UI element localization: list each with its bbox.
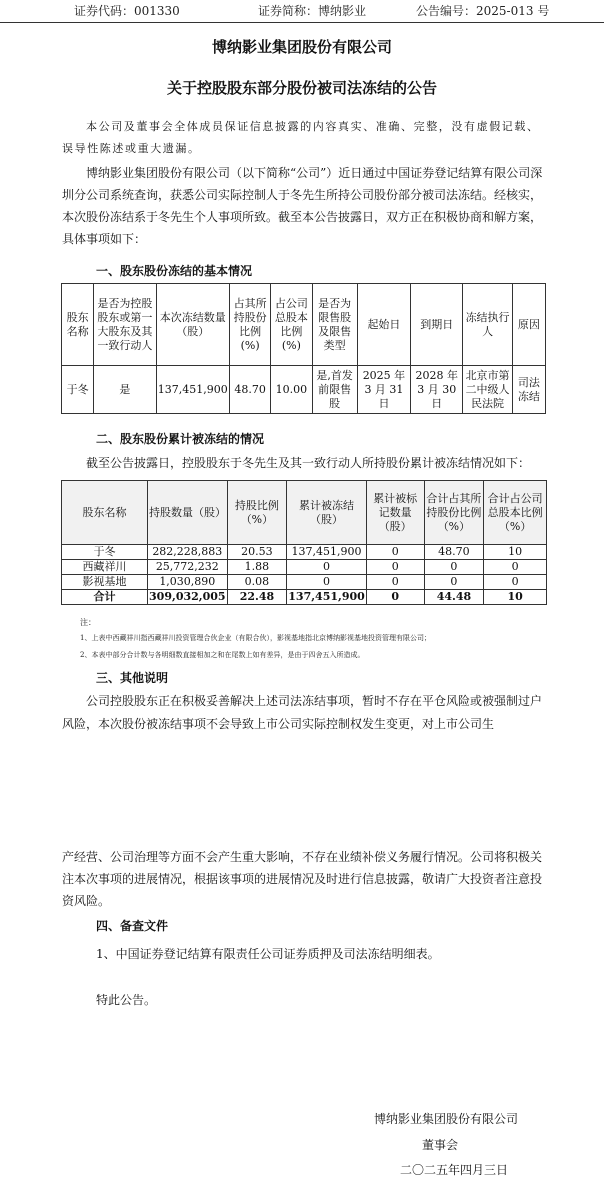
table-cell: 1,030,890: [148, 575, 228, 590]
table-row: [62, 366, 546, 414]
notes-label: 注：: [80, 618, 96, 627]
table-cell: 1.88: [227, 560, 287, 575]
table-cell: 西藏祥川: [62, 560, 148, 575]
table-cell: 10: [484, 545, 547, 560]
table-cell: 于冬: [62, 366, 94, 414]
stock-short-name: 证券简称：博纳影业: [258, 4, 367, 18]
table-cell: 48.70: [424, 545, 484, 560]
table-cell: 是: [94, 366, 156, 414]
stock-code: 证券代码：001330: [74, 4, 180, 18]
table-cell: 0: [366, 590, 424, 605]
section3-heading: 三、其他说明: [96, 671, 169, 685]
table-cell: 0: [484, 560, 547, 575]
company-title: 博纳影业集团股份有限公司: [211, 38, 392, 56]
table-cell: 309,032,005: [149, 590, 226, 603]
table-cell: 22.48: [227, 590, 287, 605]
table-header-cell: 本次冻结数量（股）: [156, 284, 229, 366]
section3-paragraph-part1: 公司控股股东正在积极妥善解决上述司法冻结事项，暂时不存在平仓风险或被强制过户风险，本次股份被冻结事项不会导致上市公司实际控制权发生变更，对上市公司生: [62, 694, 543, 731]
section3-paragraph-part2: 产经营、公司治理等方面不会产生重大影响，不存在业绩补偿义务履行情况。公司将积极关注本次事项的进展情况，根据该事项的进展情况及时进行信息披露，敬请广大投资者注意投资风险。: [62, 850, 543, 908]
table-cell: 10: [484, 590, 547, 605]
table-cell: 于冬: [62, 545, 148, 560]
freeze-basic-table: [61, 283, 546, 414]
table-row: [62, 545, 547, 560]
reference-document-item: 1、中国证券登记结算有限责任公司证券质押及司法冻结明细表。: [96, 947, 440, 961]
table-cell: 0: [424, 575, 484, 590]
notice-number: 公告编号：2025-013 号: [416, 4, 550, 18]
table-header-cell: 股东名称: [62, 481, 148, 545]
table-cell: 20.53: [227, 545, 287, 560]
table-cell: 影视基地: [62, 575, 148, 590]
table-header-cell: 到期日: [411, 284, 463, 366]
table-row: [62, 560, 547, 575]
signature-board: 董事会: [422, 1138, 459, 1152]
table-cell: 0.08: [227, 575, 287, 590]
closing-remark: 特此公告。: [96, 993, 157, 1007]
table-cell: 司法冻结: [512, 366, 545, 414]
table-header-cell: 合计占其所持股份比例（%）: [424, 481, 484, 545]
table-cell: 0: [287, 560, 367, 575]
table-cell: 137,451,900: [287, 545, 367, 560]
table-header-row: [62, 284, 546, 366]
table-header-cell: 持股比例（%）: [227, 481, 287, 545]
signature-company: 博纳影业集团股份有限公司: [374, 1112, 519, 1126]
section4-heading: 四、备查文件: [96, 919, 169, 933]
table-cell: 2028 年 3 月 30 日: [411, 366, 463, 414]
table-cell: 10.00: [271, 366, 312, 414]
table-cell: 是,首发前限售股: [312, 366, 357, 414]
intro-paragraph: 博纳影业集团股份有限公司（以下简称“公司”）近日通过中国证券登记结算有限公司深圳分公司系统查询，获悉公司实际控制人于冬先生所持公司股份部分被司法冻结。经核实，本次股份冻结系于冬先生个人事项所致。截至本公告披露日，双方正在积极协商和解方案，具体事项如下：: [62, 166, 543, 246]
section2-intro: 截至公告披露日，控股股东于冬先生及其一致行动人所持股份累计被冻结情况如下：: [86, 456, 531, 470]
notice-title: 关于控股股东部分股份被司法冻结的公告: [166, 79, 437, 97]
table-cell: 0: [366, 545, 424, 560]
table-cell: 0: [366, 560, 424, 575]
table-header-cell: 占公司总股本比例(%): [271, 284, 312, 366]
table-header-cell: 合计占公司总股本比例（%）: [484, 481, 547, 545]
table-cell: 0: [366, 575, 424, 590]
section1-heading: 一、股东股份冻结的基本情况: [96, 264, 253, 278]
table-header-cell: 占其所持股份比例(%): [230, 284, 271, 366]
signature-date: 二〇二五年四月三日: [400, 1163, 509, 1177]
table-header-cell: 起始日: [357, 284, 410, 366]
note-item: 2、本表中部分合计数与各明细数直接相加之和在尾数上如有差异，是由于四舍五入所造成。: [80, 651, 365, 659]
table-header-cell: 累计被冻结（股）: [287, 481, 367, 545]
table-cell: 2025 年 3 月 31 日: [357, 366, 410, 414]
table-cell: 0: [484, 575, 547, 590]
table-cell: 137,451,900: [156, 366, 229, 414]
table-header-row: [62, 481, 547, 545]
table-header-cell: 是否为限售股及限售类型: [312, 284, 357, 366]
table-header-cell: 股东名称: [62, 284, 94, 366]
table-cell: 48.70: [230, 366, 271, 414]
table-header-cell: 累计被标记数量（股）: [366, 481, 424, 545]
table-cell: 137,451,900: [288, 590, 365, 603]
table-total-row: [62, 590, 547, 605]
table-row: [62, 575, 547, 590]
board-statement: 本公司及董事会全体成员保证信息披露的内容真实、准确、完整，没有虚假记载、误导性陈述或重大遗漏。: [62, 120, 540, 155]
cumulative-freeze-table: [61, 480, 547, 605]
table-cell: 北京市第二中级人民法院: [463, 366, 512, 414]
table-cell: 0: [424, 560, 484, 575]
note-item: 1、上表中西藏祥川指西藏祥川投资管理合伙企业（有限合伙），影视基地指北京博纳影视基地投资管理有限公司；: [80, 634, 431, 642]
table-cell: 44.48: [424, 590, 484, 605]
table-header-cell: 是否为控股股东或第一大股东及其一致行动人: [94, 284, 156, 366]
table-header-cell: 冻结执行人: [463, 284, 512, 366]
table-cell: 282,228,883: [148, 545, 228, 560]
table-header-cell: 原因: [512, 284, 545, 366]
table-cell: 25,772,232: [148, 560, 228, 575]
table-cell: 合计: [62, 590, 148, 605]
table-header-cell: 持股数量（股）: [148, 481, 228, 545]
header-divider: [0, 22, 604, 23]
table-cell: 0: [287, 575, 367, 590]
section2-heading: 二、股东股份累计被冻结的情况: [96, 432, 265, 446]
